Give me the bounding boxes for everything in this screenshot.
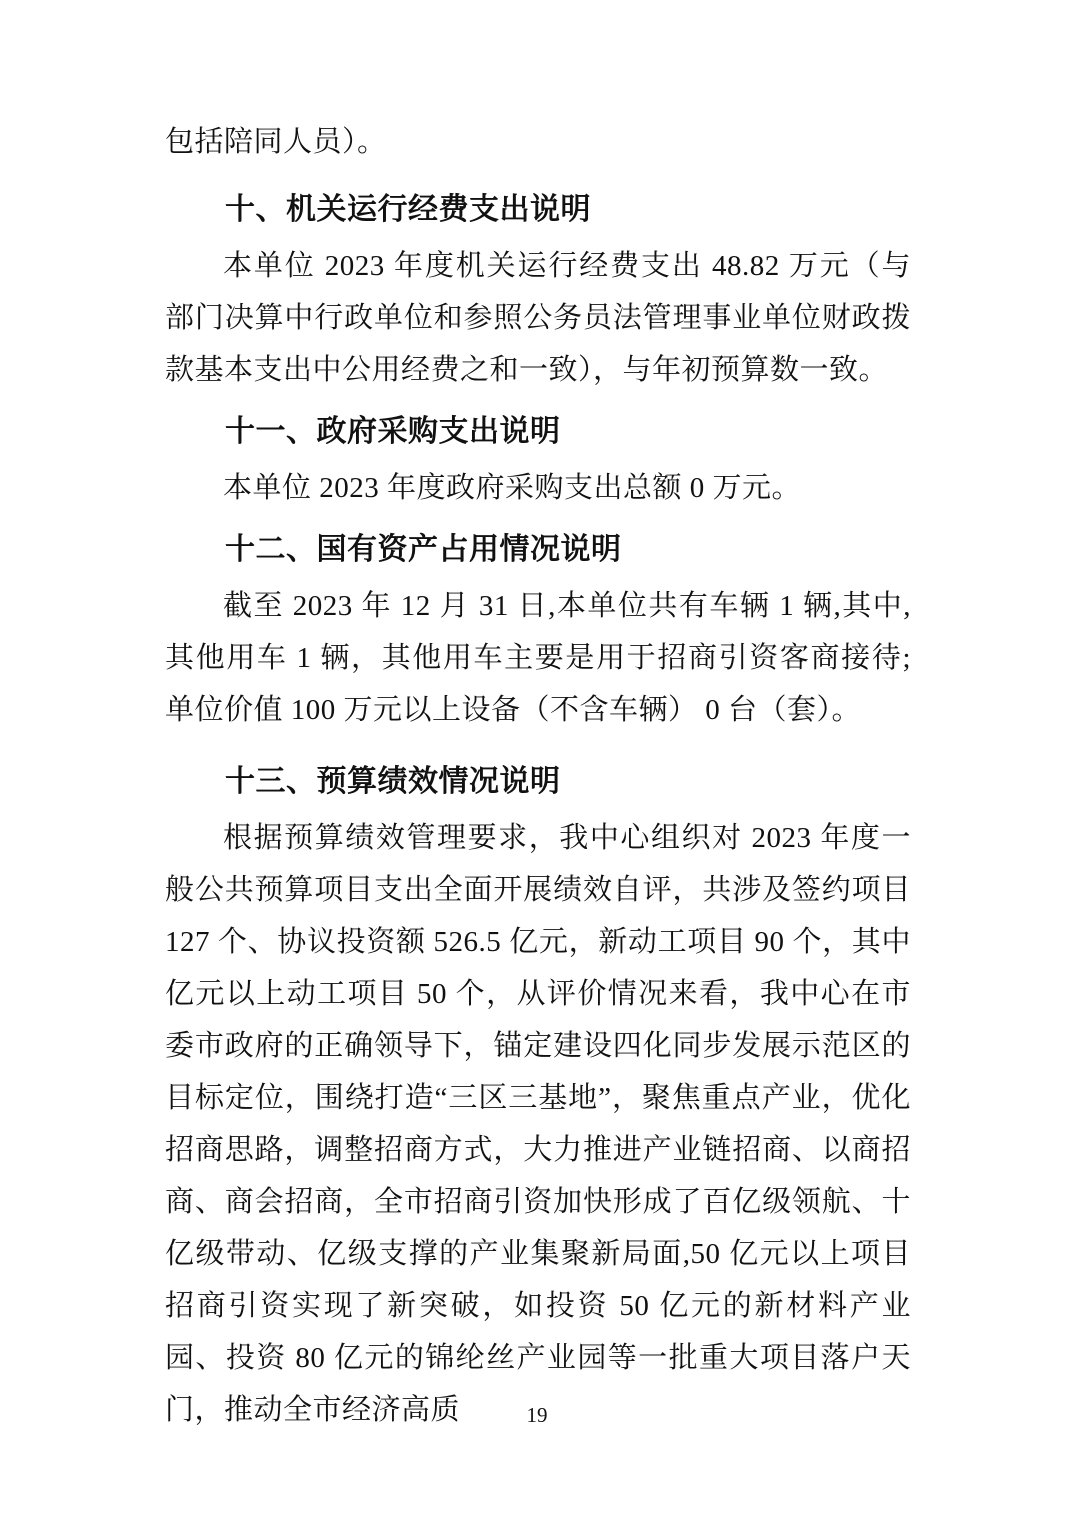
section-paragraph-10: 本单位 2023 年度机关运行经费支出 48.82 万元（与部门决算中行政单位和参照公务员法管理事业单位财政拨款基本支出中公用经费之和一致），与年初预算数一致。 (165, 250, 911, 386)
section-heading-13: 十三、预算绩效情况说明 (225, 765, 561, 798)
section-heading-12: 十二、国有资产占用情况说明 (225, 533, 622, 566)
page-number: 19 (526, 1403, 548, 1427)
section-heading-11: 十一、政府采购支出说明 (225, 415, 561, 448)
section-paragraph-13: 根据预算绩效管理要求，我中心组织对 2023 年度一般公共预算项目支出全面开展绩效自评，共涉及签约项目 127 个、协议投资额 526.5 亿元，新动工项目 90 个，其中亿元以上动工项目 50 个，从评价情况来看，我中心在市委市政府的正确领导下，锚定建设四化同步发展示范区的目标定位，围绕打造“三区三基地”，聚焦重点产业，优化招商思路，调整招商方式，大力推进产业链招商、以商招商、商会招商，全市招商引资加快形成了百亿级领航、十亿级带动、亿级支撑的产业集聚新局面,50 亿元以上项目招商引资实现了新突破，如投资 50 亿元的新材料产业园、投资 80 亿元的锦纶丝产业园等一批重大项目落户天门，推动全市经济高质 (165, 822, 911, 1426)
section-heading-10: 十、机关运行经费支出说明 (225, 193, 591, 226)
document-content (165, 116, 911, 1436)
section-paragraph-11: 本单位 2023 年度政府采购支出总额 0 万元。 (223, 472, 802, 504)
section-paragraph-12: 截至 2023 年 12 月 31 日,本单位共有车辆 1 辆,其中,其他用车 1 辆，其他用车主要是用于招商引资客商接待;单位价值 100 万元以上设备（不含车辆） 0 台（套）。 (165, 590, 911, 726)
continuation-paragraph: 包括陪同人员）。 (165, 126, 387, 158)
